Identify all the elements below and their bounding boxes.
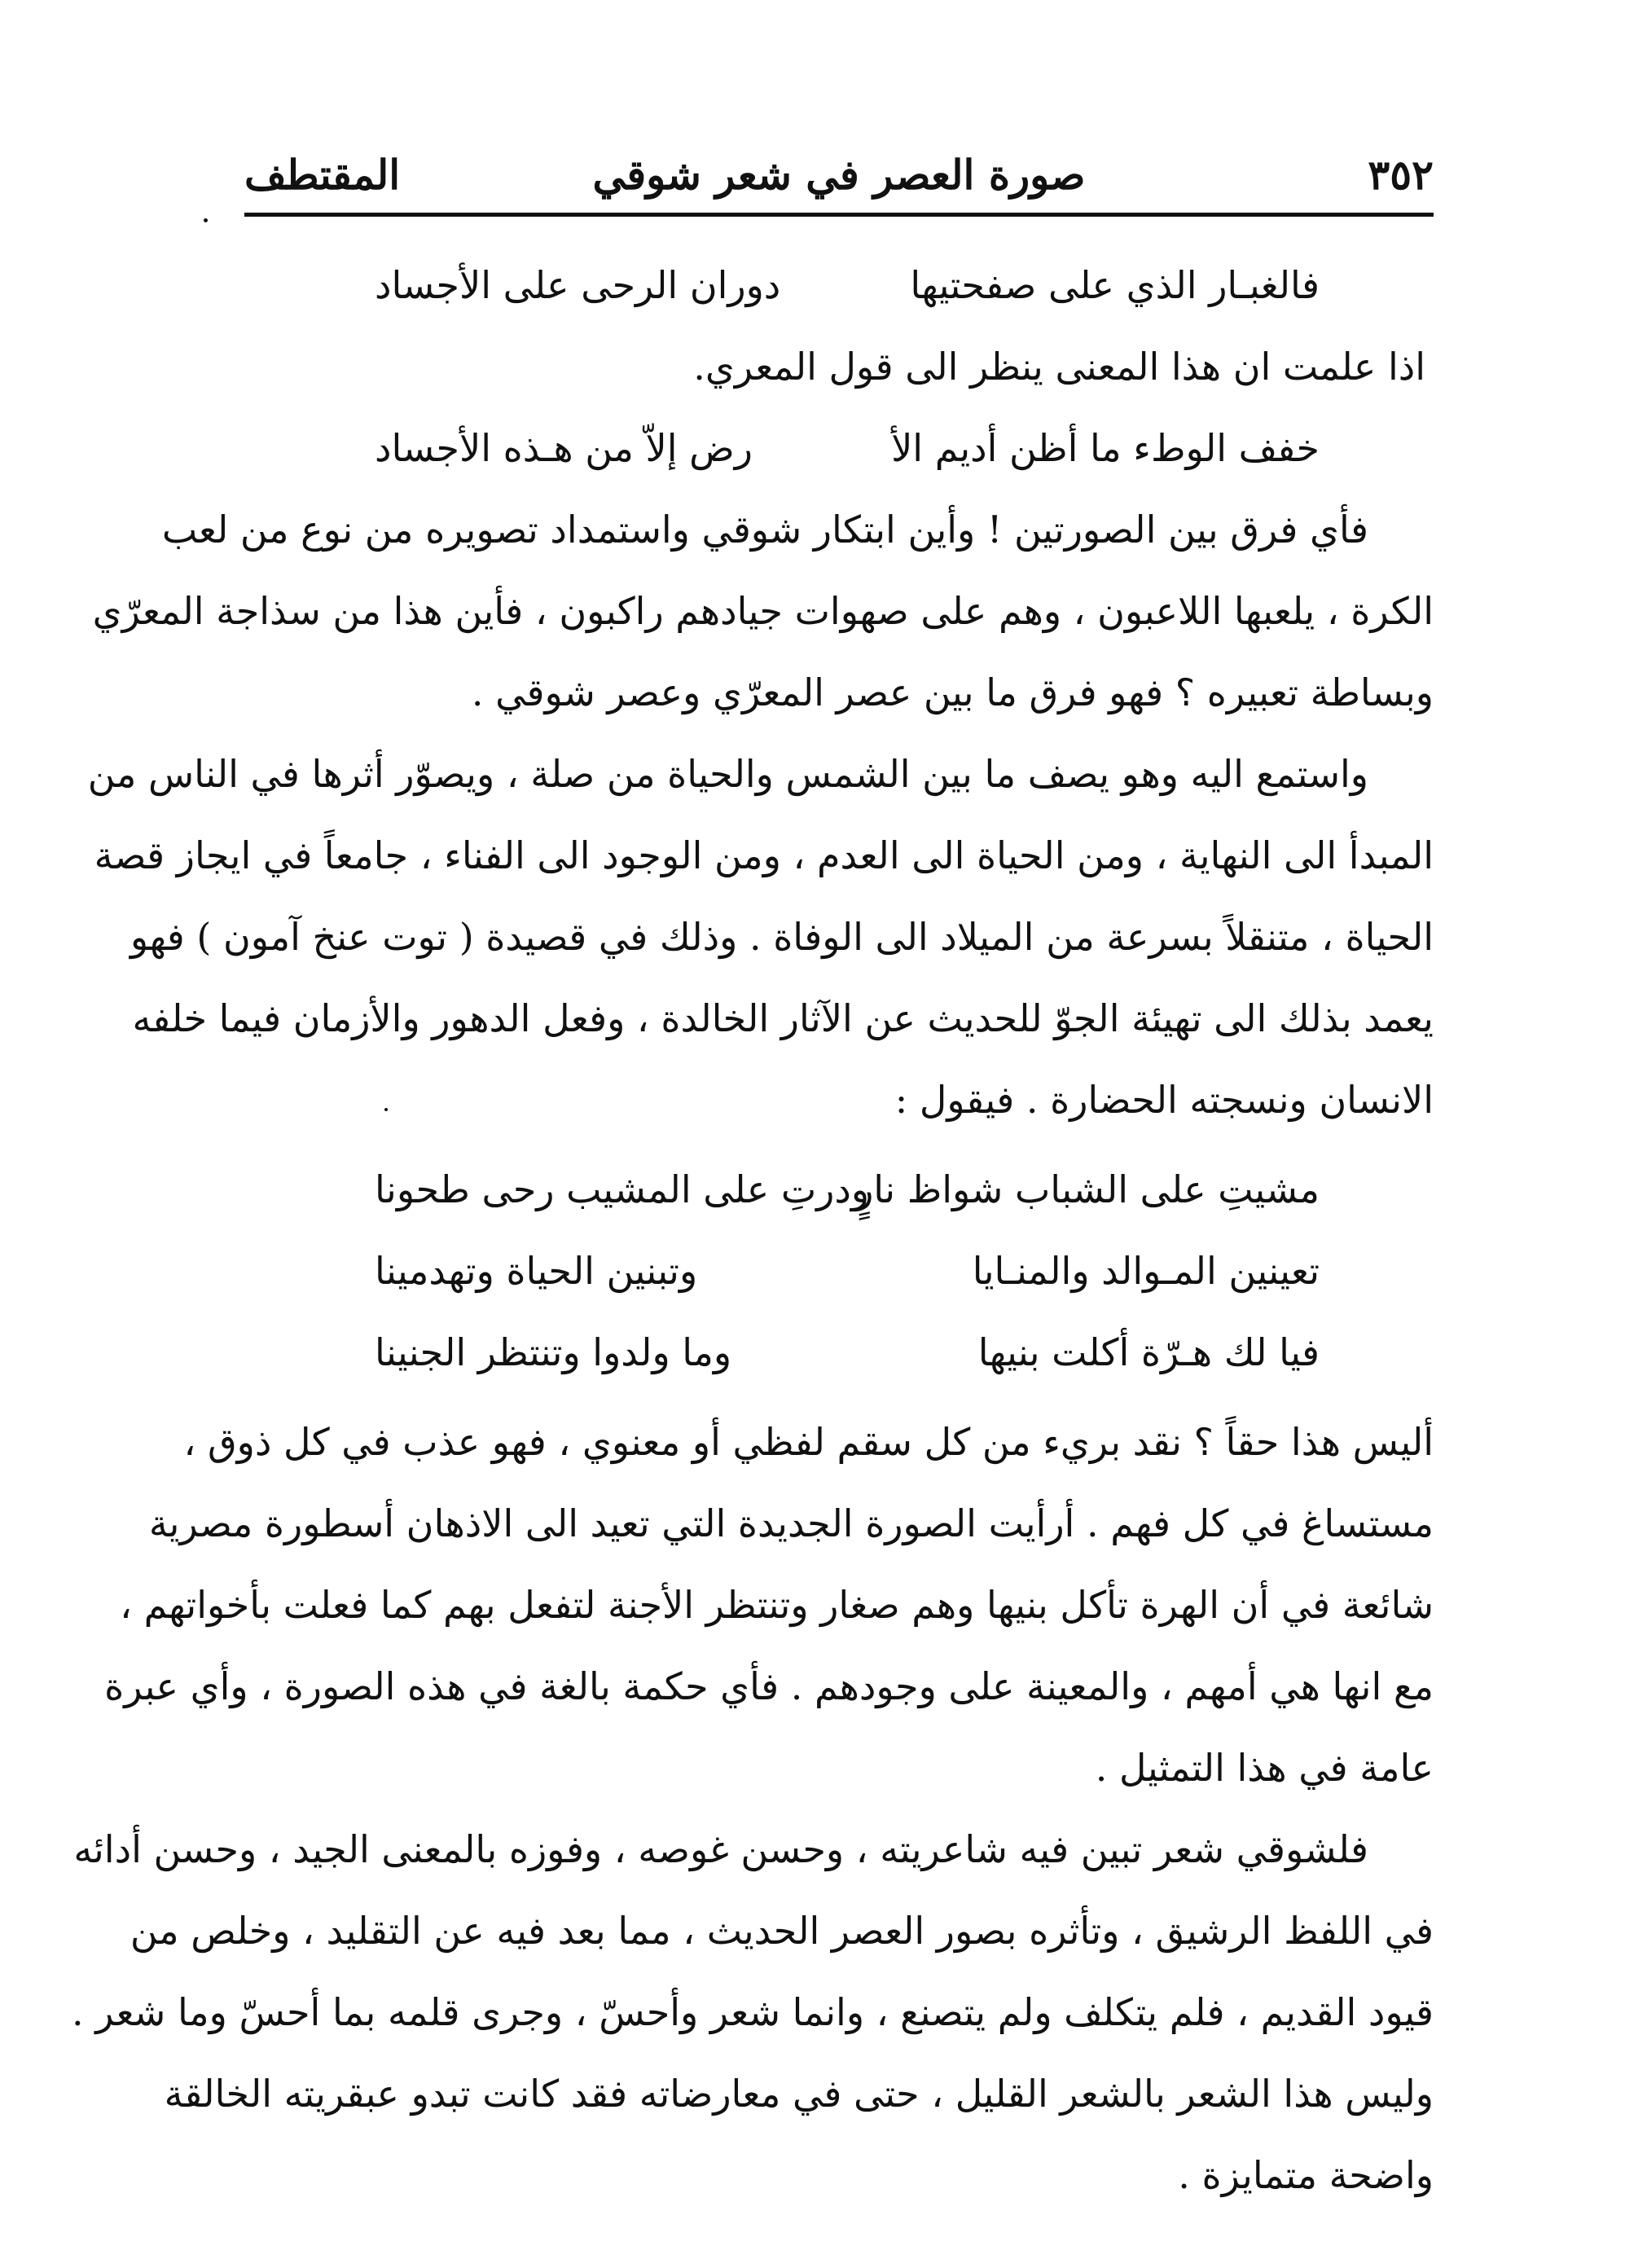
verse-line [375, 1312, 1320, 1393]
paragraph-line: المبدأ الى النهاية ، ومن الحياة الى العدم ، ومن الوجود الى الفناء ، جامعاً في ايجاز قصة [94, 833, 1434, 877]
running-header [244, 138, 1434, 217]
verse-first-hemistich: مشيتِ على الشباب شواظ نارٍ [855, 1167, 1320, 1211]
verse-first-hemistich: خفف الوطء ما أظن أديم الأ [891, 426, 1320, 470]
paragraph-line: مستساغ في كل فهم . أرأيت الصورة الجديدة التي تعيد الى الاذهان أسطورة مصرية [148, 1501, 1434, 1545]
paragraph-line: وليس هذا الشعر بالشعر القليل ، حتى في معارضاته فقد كانت تبدو عبقريته الخالقة [164, 2072, 1434, 2116]
paragraph-line: واستمع اليه وهو يصف ما بين الشمس والحياة من صلة ، ويصوّر أثرها في الناس من [87, 752, 1368, 796]
verse-line [375, 244, 1320, 326]
paragraph-line: قيود القديم ، فلم يتكلف ولم يتصنع ، وانما شعر وأحسّ ، وجرى قلمه بما أحسّ وما شعر . [71, 1990, 1434, 2034]
text-line: اذا علمت ان هذا المعنى ينظر الى قول المعري. [693, 345, 1425, 389]
paragraph-line: يعمد بذلك الى تهيئة الجوّ للحديث عن الآثار الخالدة ، وفعل الدهور والأزمان فيما خلفه [132, 996, 1434, 1040]
verse-line [375, 1230, 1320, 1312]
verse-second-hemistich: ودرتِ على المشيب رحى طحونا [375, 1167, 870, 1211]
verse-line [375, 1149, 1320, 1230]
paragraph-line: وبساطة تعبيره ؟ فهو فرق ما بين عصر المعرّي وعصر شوقي . [471, 670, 1434, 714]
paragraph-line: فلشوقي شعر تبين فيه شاعريته ، وحسن غوصه ، وفوزه بالمعنى الجيد ، وحسن أدائه [73, 1827, 1368, 1871]
paragraph-line: الانسان ونسجته الحضارة . فيقول : [894, 1078, 1434, 1122]
verse-second-hemistich: دوران الرحى على الأجساد [375, 263, 781, 307]
paragraph-line: أليس هذا حقاً ؟ نقد بريء من كل سقم لفظي أو معنوي ، فهو عذب في كل ذوق ، [183, 1420, 1434, 1464]
paragraph-line: مع انها هي أمهم ، والمعينة على وجودهم . فأي حكمة بالغة في هذه الصورة ، وأي عبرة [104, 1664, 1434, 1708]
verse-second-hemistich: وما ولدوا وتنتظر الجنينا [375, 1330, 732, 1374]
verse-first-hemistich: تعينين المـوالد والمنـايا [972, 1249, 1320, 1293]
verse-first-hemistich: فيا لك هـرّة أكلت بنيها [977, 1330, 1320, 1374]
paragraph-line: الحياة ، متنقلاً بسرعة من الميلاد الى الوفاة . وذلك في قصيدة ( توت عنخ آمون ) فهو [130, 915, 1434, 959]
verse-second-hemistich: رض إلاّ من هـذه الأجساد [375, 426, 753, 470]
paragraph-line: واضحة متمايزة . [1178, 2153, 1434, 2197]
paragraph-line: شائعة في أن الهرة تأكل بنيها وهم صغار وتنتظر الأجنة لتفعل بهم كما فعلت بأخواتهم ، [120, 1583, 1434, 1627]
speck-mark [204, 218, 208, 222]
page-number: ٣٥٢ [1368, 151, 1434, 199]
verse-second-hemistich: وتبنين الحياة وتهدمينا [375, 1249, 698, 1293]
article-title: صورة العصر في شعر شوقي [592, 151, 1086, 199]
paragraph-line: في اللفظ الرشيق ، وتأثره بصور العصر الحديث ، مما بعد فيه عن التقليد ، وخلص من [130, 1909, 1434, 1953]
header-rule [244, 213, 1434, 217]
speck-mark [384, 1108, 388, 1111]
paragraph-line: عامة في هذا التمثيل . [1095, 1746, 1434, 1790]
paragraph-line: فأي فرق بين الصورتين ! وأين ابتكار شوقي واستمداد تصويره من نوع من لعب [161, 508, 1368, 552]
journal-name: المقتطف [244, 151, 401, 199]
paragraph-line: الكرة ، يلعبها اللاعبون ، وهم على صهوات جيادهم راكبون ، فأين هذا من سذاجة المعرّي [92, 589, 1434, 633]
verse-line [375, 407, 1320, 489]
verse-first-hemistich: فالغبـار الذي على صفحتيها [910, 263, 1320, 307]
